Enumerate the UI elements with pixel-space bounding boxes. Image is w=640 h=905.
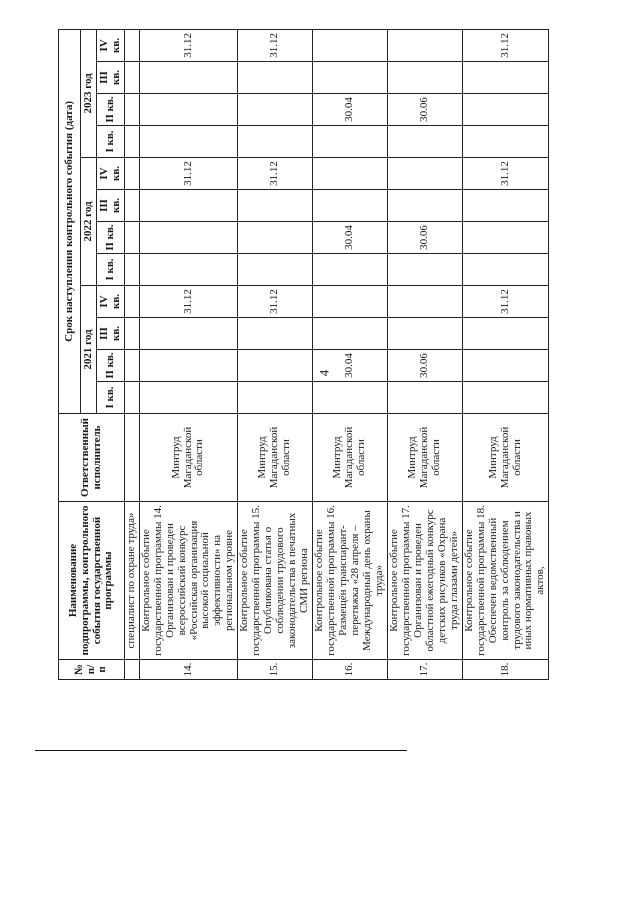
header-year-2022: 2022 год <box>81 158 97 286</box>
empty-cell <box>238 126 313 158</box>
date-cell: 31.12 <box>463 29 549 61</box>
date-cell: 30.06 <box>388 94 463 126</box>
empty-cell <box>238 350 313 382</box>
empty-cell <box>313 318 388 350</box>
row-event-name: Контрольное событие государственной программы 16. Размещён транспарант-перетяжка «28 апреля – Международный день охраны труда» <box>313 502 388 660</box>
row-responsible: Минтруд Магаданской области <box>463 414 549 502</box>
row-number: 18. <box>463 660 549 680</box>
empty-cell <box>388 254 463 286</box>
row-responsible: Минтруд Магаданской области <box>140 414 238 502</box>
control-events-table <box>58 29 549 680</box>
empty-cell <box>313 254 388 286</box>
continuation-text: специалист по охране труда» <box>125 502 140 660</box>
empty-cell <box>140 190 238 222</box>
table-row <box>313 29 388 679</box>
header-num: № п/п <box>59 660 125 680</box>
header-quarter: IV кв. <box>97 29 125 61</box>
empty-cell <box>388 190 463 222</box>
empty-cell <box>140 222 238 254</box>
rotated-table-container <box>58 29 549 680</box>
header-quarter: III кв. <box>97 318 125 350</box>
empty-cell <box>140 318 238 350</box>
header-quarter: II кв. <box>97 350 125 382</box>
date-cell: 30.04 <box>313 350 388 382</box>
empty-cell <box>313 190 388 222</box>
row-event-name: Контрольное событие государственной программы 14. Организован и проведен всероссийский конкурс «Российская организация высокой социальной эффективности» на региональном уровне <box>140 502 238 660</box>
row-responsible: Минтруд Магаданской области <box>238 414 313 502</box>
empty-cell <box>463 126 549 158</box>
row-number: 15. <box>238 660 313 680</box>
row-responsible: Минтруд Магаданской области <box>313 414 388 502</box>
empty-cell <box>140 126 238 158</box>
header-quarter: II кв. <box>97 94 125 126</box>
header-name: Наименование подпрограммы, контрольного события государственной программы <box>59 502 125 660</box>
header-quarter: III кв. <box>97 190 125 222</box>
row-event-name: Контрольное событие государственной программы 18. Обеспечен ведомственный контроль за соблюдением трудового законодательства и иных нормативных правовых актов, <box>463 502 549 660</box>
date-cell: 31.12 <box>140 286 238 318</box>
header-quarter: I кв. <box>97 254 125 286</box>
empty-cell <box>463 190 549 222</box>
empty-cell <box>238 94 313 126</box>
table-row <box>238 29 313 679</box>
empty-cell <box>140 350 238 382</box>
date-cell: 30.04 <box>313 94 388 126</box>
empty-cell <box>313 382 388 414</box>
date-cell: 31.12 <box>140 29 238 61</box>
empty-cell <box>463 222 549 254</box>
header-quarter: IV кв. <box>97 158 125 190</box>
empty-cell <box>388 126 463 158</box>
header-year-2021: 2021 год <box>81 286 97 414</box>
empty-cell <box>238 222 313 254</box>
date-cell: 30.06 <box>388 222 463 254</box>
date-cell: 31.12 <box>463 158 549 190</box>
header-year-2023: 2023 год <box>81 29 97 157</box>
empty-cell <box>140 254 238 286</box>
header-quarter: I кв. <box>97 382 125 414</box>
date-cell: 30.06 <box>388 350 463 382</box>
empty-cell <box>238 62 313 94</box>
empty-cell <box>140 62 238 94</box>
empty-cell <box>463 382 549 414</box>
header-deadline: Срок наступления контрольного события (дата) <box>59 29 81 413</box>
row-responsible: Минтруд Магаданской области <box>388 414 463 502</box>
empty-cell <box>388 29 463 61</box>
header-responsible: Ответственный исполнитель <box>59 414 125 502</box>
empty-cell <box>313 126 388 158</box>
empty-cell <box>388 318 463 350</box>
empty-cell <box>388 62 463 94</box>
date-cell: 31.12 <box>238 286 313 318</box>
date-cell: 31.12 <box>463 286 549 318</box>
empty-cell <box>313 29 388 61</box>
page-number: 4 <box>316 369 332 377</box>
row-event-name: Контрольное событие государственной программы 15. Опубликована статья о соблюдении трудового законодательства в печатных СМИ региона <box>238 502 313 660</box>
empty-cell <box>238 190 313 222</box>
empty-cell <box>313 286 388 318</box>
empty-cell <box>463 94 549 126</box>
row-event-name: Контрольное событие государственной программы 17. Организован и проведен областной ежегодный конкурс детских рисунков «Охрана труда глазами детей» <box>388 502 463 660</box>
table-row <box>463 29 549 679</box>
header-quarter: II кв. <box>97 222 125 254</box>
empty-cell <box>388 158 463 190</box>
date-cell: 31.12 <box>238 29 313 61</box>
empty-cell <box>463 62 549 94</box>
empty-cell <box>463 350 549 382</box>
empty-cell <box>388 286 463 318</box>
empty-cell <box>313 158 388 190</box>
header-quarter: IV кв. <box>97 286 125 318</box>
row-number: 17. <box>388 660 463 680</box>
header-quarter: I кв. <box>97 126 125 158</box>
empty-cell <box>238 254 313 286</box>
empty-cell <box>238 382 313 414</box>
date-cell: 31.12 <box>238 158 313 190</box>
table-row <box>388 29 463 679</box>
empty-cell <box>238 318 313 350</box>
date-cell: 31.12 <box>140 158 238 190</box>
header-quarter: III кв. <box>97 62 125 94</box>
row-number: 14. <box>140 660 238 680</box>
table-row <box>140 29 238 679</box>
empty-cell <box>388 382 463 414</box>
empty-cell <box>463 254 549 286</box>
row-number: 16. <box>313 660 388 680</box>
empty-cell <box>463 318 549 350</box>
date-cell: 30.04 <box>313 222 388 254</box>
empty-cell <box>140 94 238 126</box>
table-row-continuation <box>125 29 140 679</box>
separator-line <box>35 750 407 751</box>
empty-cell <box>140 382 238 414</box>
empty-cell <box>313 62 388 94</box>
